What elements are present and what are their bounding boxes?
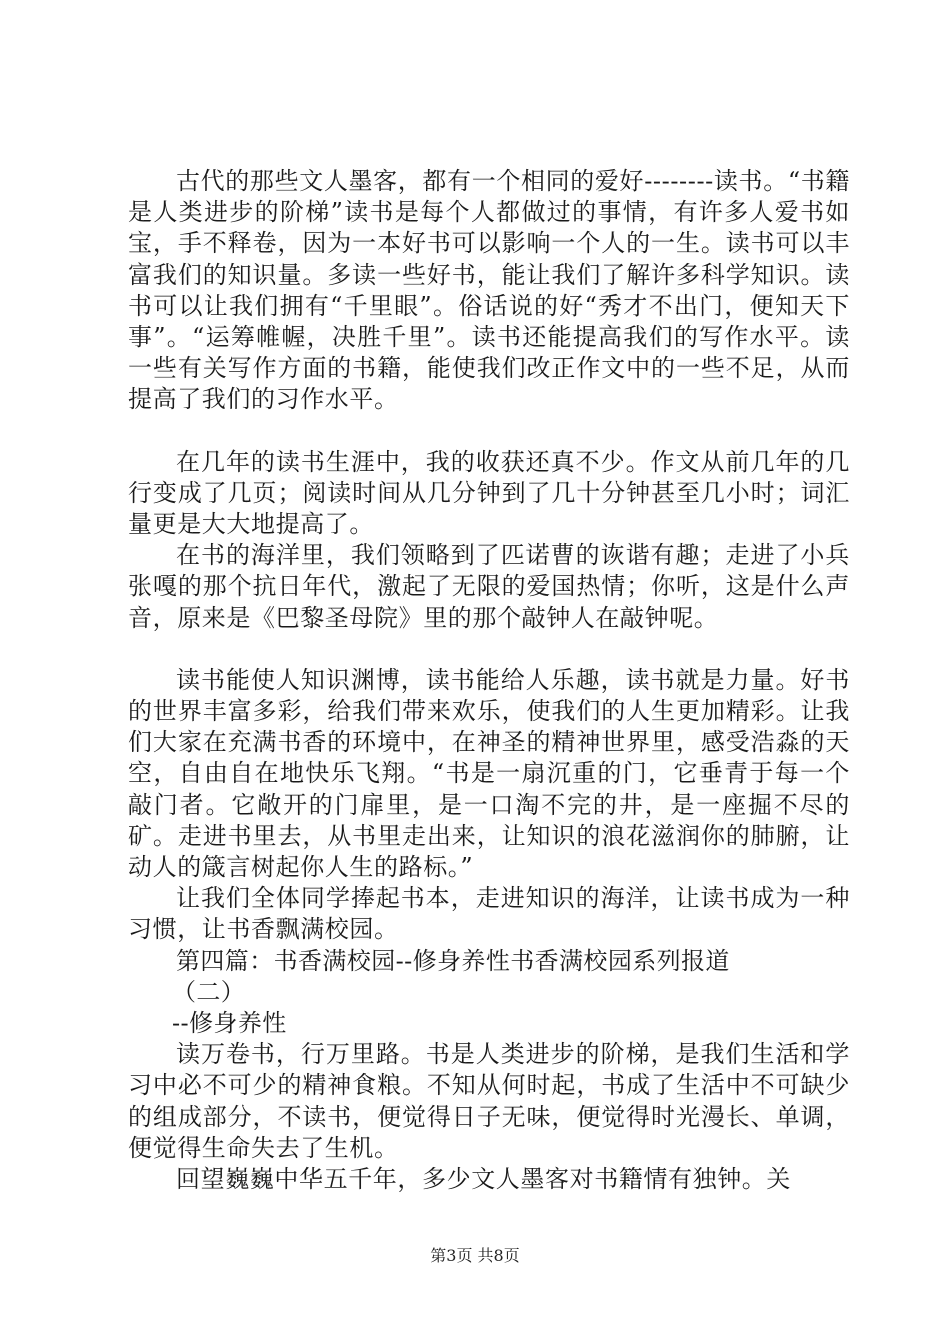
paragraph-reading-harvest: 在几年的读书生涯中，我的收获还真不少。作文从前几年的几行变成了几页；阅读时间从几分钟到了几十分钟甚至几小时；词汇量更是大大地提高了。 [128, 447, 850, 539]
paragraph-reading-hobby: 古代的那些文人墨客，都有一个相同的爱好--------读书。“书籍是人类进步的阶梯”读书是每个人都做过的事情，有许多人爱书如宝，手不释卷，因为一本好书可以影响一个人的一生。读书可以丰富我们的知识量。多读一些好书，能让我们了解许多科学知识。读书可以让我们拥有“千里眼”。俗话说的好“秀才不出门，便知天下事”。“运筹帷幄，决胜千里”。读书还能提高我们的写作水平。读一些有关写作方面的书籍，能使我们改正作文中的一些不足，从而提高了我们的习作水平。 [128, 167, 850, 414]
paragraph-look-back-china: 回望巍巍中华五千年，多少文人墨客对书籍情有独钟。关 [176, 1165, 791, 1194]
document-body [128, 166, 850, 1195]
page-footer: 第3页 共8页 [430, 1246, 520, 1265]
paragraph-reading-power: 读书能使人知识渊博，读书能给人乐趣，读书就是力量。好书的世界丰富多彩，给我们带来欢乐，使我们的人生更加精彩。让我们大家在充满书香的环境中，在神圣的精神世界里，感受浩淼的天空，自由自在地快乐飞翔。“书是一扇沉重的门，它垂青于每一个敲门者。它敞开的门扉里，是一口淘不完的井，是一座掘不尽的矿。走进书里去，从书里走出来，让知识的浪花滋润你的肺腑，让动人的箴言树起你人生的路标。” [128, 665, 850, 882]
section-subheading-number: （二） [172, 977, 246, 1006]
paragraph-read-ten-thousand-books: 读万卷书，行万里路。书是人类进步的阶梯，是我们生活和学习中必不可少的精神食粮。不知从何时起，书成了生活中不可缺少的组成部分，不读书，便觉得日子无味，便觉得时光漫长、单调，便觉得生命失去了生机。 [128, 1040, 850, 1162]
paragraph-call-to-action: 让我们全体同学捧起书本，走进知识的海洋，让读书成为一种习惯，让书香飘满校园。 [128, 884, 850, 944]
section-heading: 第四篇：书香满校园--修身养性书香满校园系列报道 [176, 946, 730, 975]
section-subheading-title: --修身养性 [172, 1009, 287, 1038]
paragraph-book-ocean: 在书的海洋里，我们领略到了匹诺曹的诙谐有趣；走进了小兵张嘎的那个抗日年代，激起了无限的爱国热情；你听，这是什么声音，原来是《巴黎圣母院》里的那个敲钟人在敲钟呢。 [128, 541, 850, 632]
